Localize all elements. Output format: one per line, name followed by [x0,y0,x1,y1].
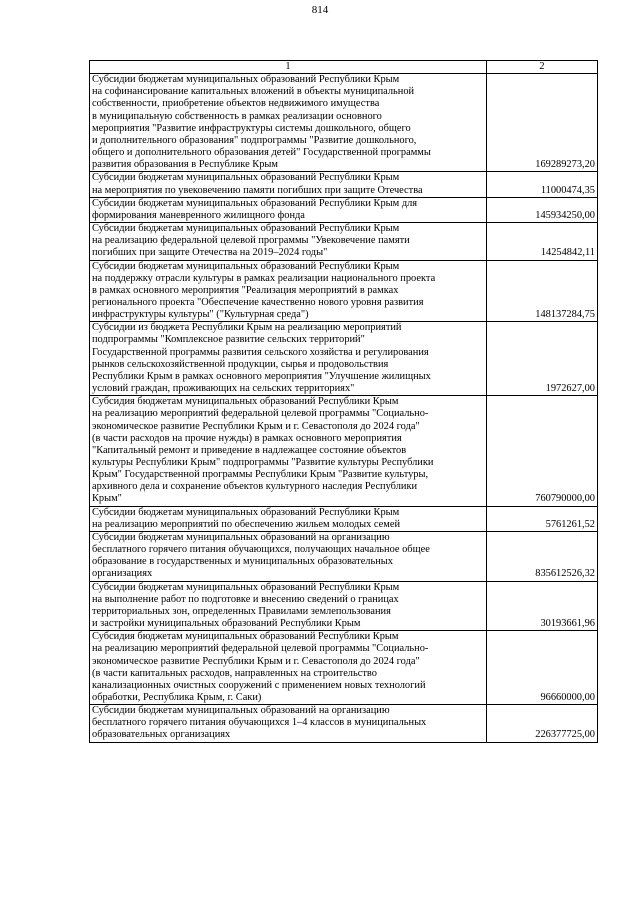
row-description: Субсидии бюджетам муниципальных образований Республики Крым на мероприятия по увековечению памяти погибших при защите Отечества [90,172,487,197]
row-amount: 14254842,11 [487,223,598,260]
row-amount: 5761261,52 [487,506,598,531]
row-amount: 96660000,00 [487,631,598,705]
row-amount: 30193661,96 [487,581,598,631]
table-row [90,581,598,631]
column-header-amount: 2 [487,61,598,74]
row-amount: 226377725,00 [487,705,598,742]
table-row [90,260,598,322]
table-row [90,322,598,396]
row-amount: 835612526,32 [487,531,598,581]
row-description: Субсидии бюджетам муниципальных образований Республики Крым на реализацию мероприятий по обеспечению жильем молодых семей [90,506,487,531]
page-number: 814 [311,4,329,16]
table-row [90,705,598,742]
row-amount: 145934250,00 [487,197,598,222]
table-row [90,506,598,531]
table-row [90,197,598,222]
row-description: Субсидии бюджетам муниципальных образований на организацию бесплатного горячего питания обучающихся 1–4 классов в муниципальных образовательных организациях [90,705,487,742]
row-description: Субсидии бюджетам муниципальных образований Республики Крым на софинансирование капитальных вложений в объекты муниципальной собственности, приобретение объектов недвижимого имущества в муниципальную собственность в рамках реализации основного мероприятия "Развитие инфраструктуры системы дошкольного, общего и дополнительного образования" подпрограммы "Развитие дошкольного, общего и дополнительного образования детей" Государственной программы развития образования в Республике Крым [90,74,487,172]
table-row [90,172,598,197]
table-row [90,631,598,705]
row-description: Субсидии из бюджета Республики Крым на реализацию мероприятий подпрограммы "Комплексное развитие сельских территорий" Государственной программы развития сельского хозяйства и регулирования рынков сельскохозяйственной продукции, сырья и продовольствия Республики Крым в рамках основного мероприятия "Улучшение жилищных условий граждан, проживающих на сельских территориях" [90,322,487,396]
table-header-row [90,61,598,74]
row-description: Субсидии бюджетам муниципальных образований Республики Крым на выполнение работ по подготовке и внесению сведений о границах территориальных зон, определенных Правилами землепользования и застройки муниципальных образований Республики Крым [90,581,487,631]
subsidies-table [89,60,598,743]
table-row [90,74,598,172]
row-description: Субсидии бюджетам муниципальных образований Республики Крым для формирования маневренного жилищного фонда [90,197,487,222]
row-description: Субсидии бюджетам муниципальных образований Республики Крым на поддержку отрасли культуры в рамках реализации национального проекта в рамках основного мероприятия "Реализация мероприятий в рамках регионального проекта "Обеспечение качественно нового уровня развития инфраструктуры культуры" ("Культурная среда") [90,260,487,322]
row-amount: 169289273,20 [487,74,598,172]
row-description: Субсидия бюджетам муниципальных образований Республики Крым на реализацию мероприятий федеральной целевой программы "Социально- экономическое развитие Республики Крым и г. Севастополя до 2024 года" (в части капитальных расходов, направленных на строительство канализационных очистных сооружений с применением новых технологий обработки, Республика Крым, г. Саки) [90,631,487,705]
row-amount: 11000474,35 [487,172,598,197]
row-amount: 760790000,00 [487,396,598,506]
row-amount: 148137284,75 [487,260,598,322]
table-row [90,223,598,260]
row-description: Субсидии бюджетам муниципальных образований Республики Крым на реализацию федеральной целевой программы "Увековечение памяти погибших при защите Отечества на 2019–2024 годы" [90,223,487,260]
row-description: Субсидия бюджетам муниципальных образований Республики Крым на реализацию мероприятий федеральной целевой программы "Социально- экономическое развитие Республики Крым и г. Севастополя до 2024 года" (в части расходов на прочие нужды) в рамках основного мероприятия "Капитальный ремонт и приведение в надлежащее состояние объектов культуры Республики Крым" подпрограммы "Развитие культуры Республики Крым" Государственной программы Республики Крым "Развитие культуры, архивного дела и сохранение объектов культурного наследия Республики Крым" [90,396,487,506]
column-header-description: 1 [90,61,487,74]
row-amount: 1972627,00 [487,322,598,396]
table-row [90,396,598,506]
row-description: Субсидии бюджетам муниципальных образований на организацию бесплатного горячего питания обучающихся, получающих начальное общее образование в государственных и муниципальных образовательных организациях [90,531,487,581]
table-row [90,531,598,581]
